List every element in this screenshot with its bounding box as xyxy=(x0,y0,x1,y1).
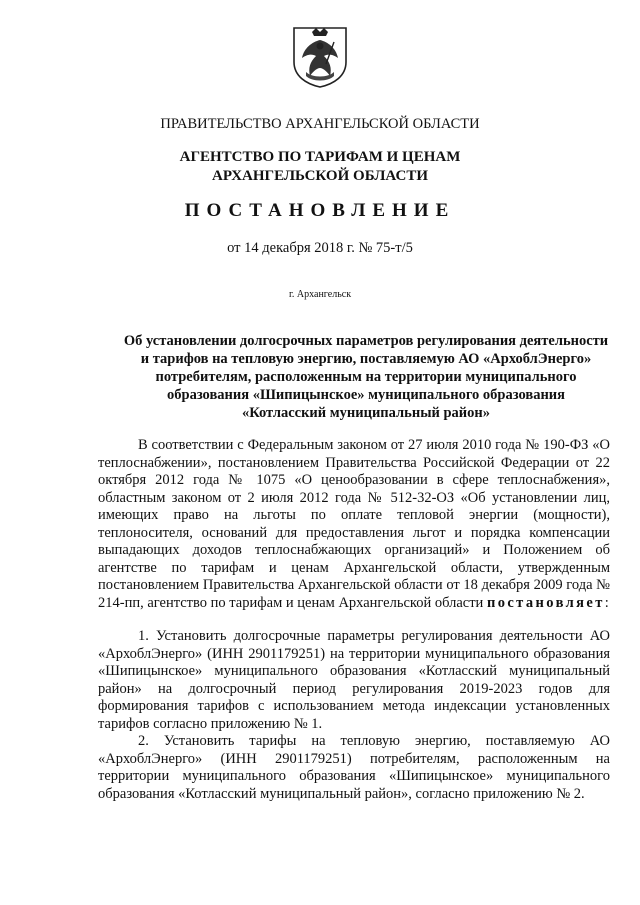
subject-line: потребителям, расположенным на территории муниципального xyxy=(155,369,577,385)
clause-1: 1. Установить долгосрочные параметры регулирования деятельности АО «АрхоблЭнерго» (ИНН 2901179251) на территории муниципального образования «Шипицынское» муниципального образования «Котласский муниципальный район» на долгосрочный период регулирования 2019-2023 годов для формирования тарифов с использованием метода индексации установленных тарифов согласно приложению № 1. xyxy=(98,628,610,732)
agency-name-line2: АРХАНГЕЛЬСКОЙ ОБЛАСТИ xyxy=(212,168,428,184)
document-subject xyxy=(112,332,620,422)
clause-2: 2. Установить тарифы на тепловую энергию, поставляемую АО «АрхоблЭнерго» (ИНН 2901179251) потребителям, расположенным на территории муниципального образования «Шипицынское» муниципального образования «Котласский муниципальный район», согласно приложению № 2. xyxy=(98,733,610,802)
decree-word: постановляет xyxy=(486,594,605,611)
subject-line: и тарифов на тепловую энергию, поставляемую АО «АрхоблЭнерго» xyxy=(140,351,592,367)
document-date-number: от 14 декабря 2018 г. № 75-т/5 xyxy=(227,240,413,256)
document-title: ПОСТАНОВЛЕНИЕ xyxy=(184,200,456,221)
coat-of-arms-icon xyxy=(290,24,350,88)
subject-line: «Котласский муниципальный район» xyxy=(241,405,491,421)
issue-city: г. Архангельск xyxy=(288,289,352,300)
preamble-text: В соответствии с Федеральным законом от 27 июля 2010 года № 190-ФЗ «О теплоснабжении», постановлением Правительства Российской Федерации от 22 октября 2012 года № 1075 «О ценообразовании в сфере теплоснабжения», областным законом от 2 июля 2012 года № 512-32-ОЗ «Об установлении лиц, имеющих право на льготы по оплате тепловой энергии (мощности), теплоносителя, оснований для предоставления льгот и порядка компенсации выпадающих доходов теплоснабжающих организаций» и Положением об агентстве по тарифам и ценам Архангельской области, утвержденным постановлением Правительства Архангельской области от 18 декабря 2009 года № 214-пп, агентство по тарифам и ценам Архангельской области xyxy=(98,437,610,611)
subject-line: Об установлении долгосрочных параметров регулирования деятельности xyxy=(123,333,609,349)
agency-name-line1: АГЕНТСТВО ПО ТАРИФАМ И ЦЕНАМ xyxy=(179,149,461,165)
subject-line: образования «Шипицынское» муниципального образования xyxy=(167,387,565,403)
preamble-paragraph: В соответствии с Федеральным законом от 27 июля 2010 года № 190-ФЗ «О теплоснабжении», постановлением Правительства Российской Федерации от 22 октября 2012 года № 1075 «О ценообразовании в сфере теплоснабжения», областным законом от 2 июля 2012 года № 512-32-ОЗ «Об установлении лиц, имеющих право на льготы по оплате тепловой энергии (мощности), теплоносителя, оснований для предоставления льгот и порядка компенсации выпадающих доходов теплоснабжающих организаций» и Положением об агентстве по тарифам и ценам Архангельской области, утвержденным постановлением Правительства Архангельской области от 18 декабря 2009 года № 214-пп, агентство по тарифам и ценам Архангельской области постановляет: xyxy=(98,437,610,611)
agency-name xyxy=(0,148,640,186)
government-name: ПРАВИТЕЛЬСТВО АРХАНГЕЛЬСКОЙ ОБЛАСТИ xyxy=(160,116,480,132)
